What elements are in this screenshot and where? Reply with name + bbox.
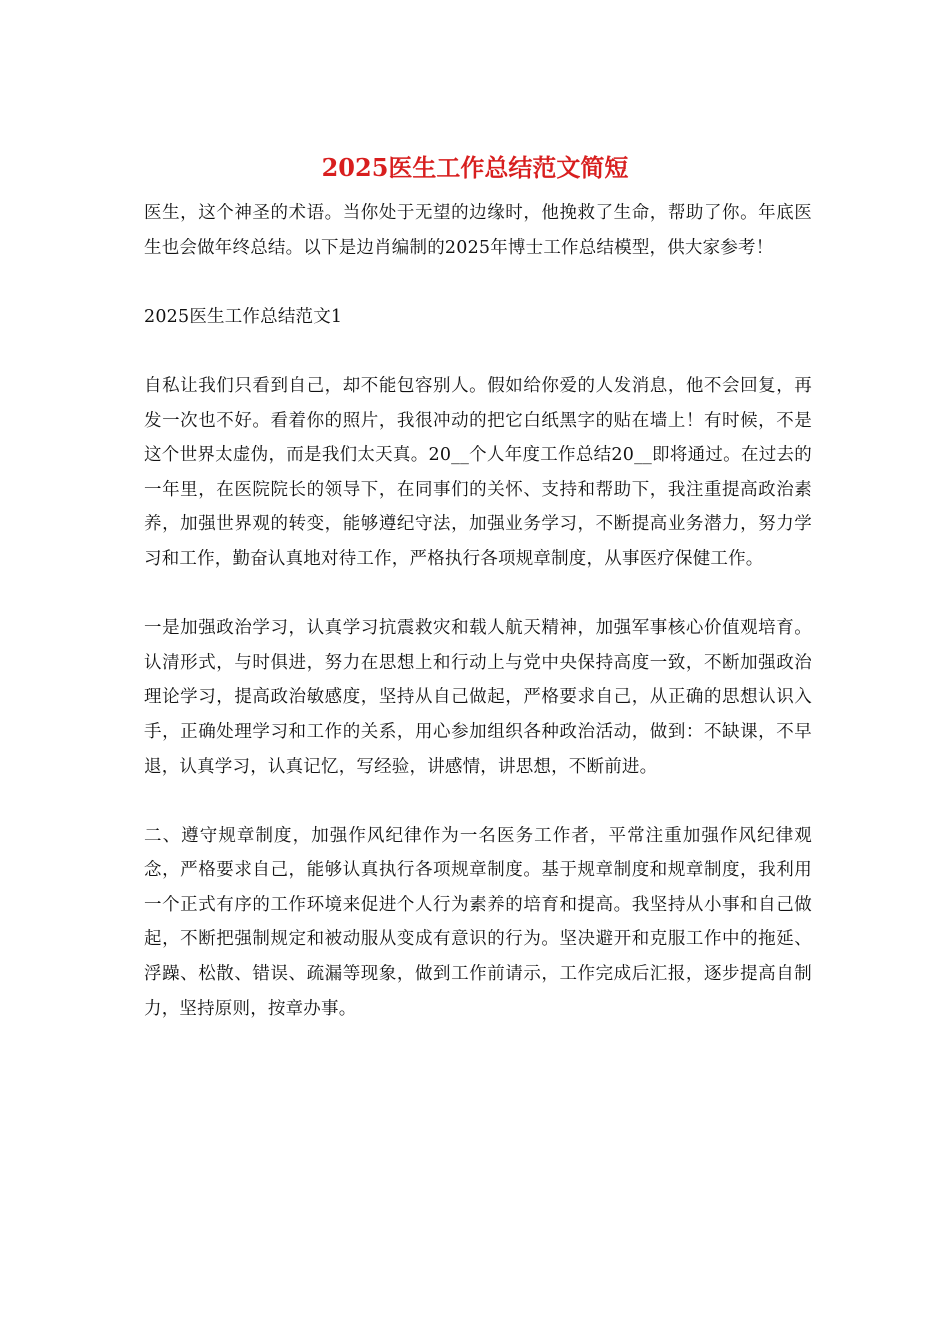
paragraph-gap — [144, 334, 812, 369]
paragraph-gap — [144, 784, 812, 819]
section-heading: 2025医生工作总结范文1 — [144, 306, 343, 327]
paragraph-gap — [144, 577, 812, 612]
body-paragraph-2: 一是加强政治学习，认真学习抗震救灾和载人航天精神，加强军事核心价值观培育。认清形式，与时俱进，努力在思想上和行动上与党中央保持高度一致，不断加强政治理论学习，提高政治敏感度，坚持从自己做起，严格要求自己，从正确的思想认识入手，正确处理学习和工作的关系，用心参加组织各种政治活动，做到：不缺课，不早退，认真学习，认真记忆，写经验，讲感情，讲思想，不断前进。 — [144, 618, 812, 777]
body-paragraph-3: 二、遵守规章制度，加强作风纪律作为一名医务工作者，平常注重加强作风纪律观念，严格要求自己，能够认真执行各项规章制度。基于规章制度和规章制度，我利用一个正式有序的工作环境来促进个人行为素养的培育和提高。我坚持从小事和自己做起，不断把强制规定和被动服从变成有意识的行为。坚决避开和克服工作中的拖延、浮躁、松散、错误、疏漏等现象，做到工作前请示，工作完成后汇报，逐步提高自制力，坚持原则，按章办事。 — [144, 825, 812, 1019]
intro-paragraph: 医生，这个神圣的术语。当你处于无望的边缘时，他挽救了生命，帮助了你。年底医生也会做年终总结。以下是边肖编制的2025年博士工作总结模型，供大家参考！ — [144, 203, 812, 258]
paragraph-gap — [144, 265, 812, 300]
document-body — [144, 196, 812, 1026]
body-paragraph-1: 自私让我们只看到自己，却不能包容别人。假如给你爱的人发消息，他不会回复，再发一次也不好。看着你的照片，我很冲动的把它白纸黑字的贴在墙上！有时候，不是这个世界太虚伪，而是我们太天真。20__个人年度工作总结20__即将通过。在过去的一年里，在医院院长的领导下，在同事们的关怀、支持和帮助下，我注重提高政治素养，加强世界观的转变，能够遵纪守法，加强业务学习，不断提高业务潜力，努力学习和工作，勤奋认真地对待工作，严格执行各项规章制度，从事医疗保健工作。 — [144, 375, 812, 569]
document-title: 2025医生工作总结范文简短 — [321, 153, 629, 182]
